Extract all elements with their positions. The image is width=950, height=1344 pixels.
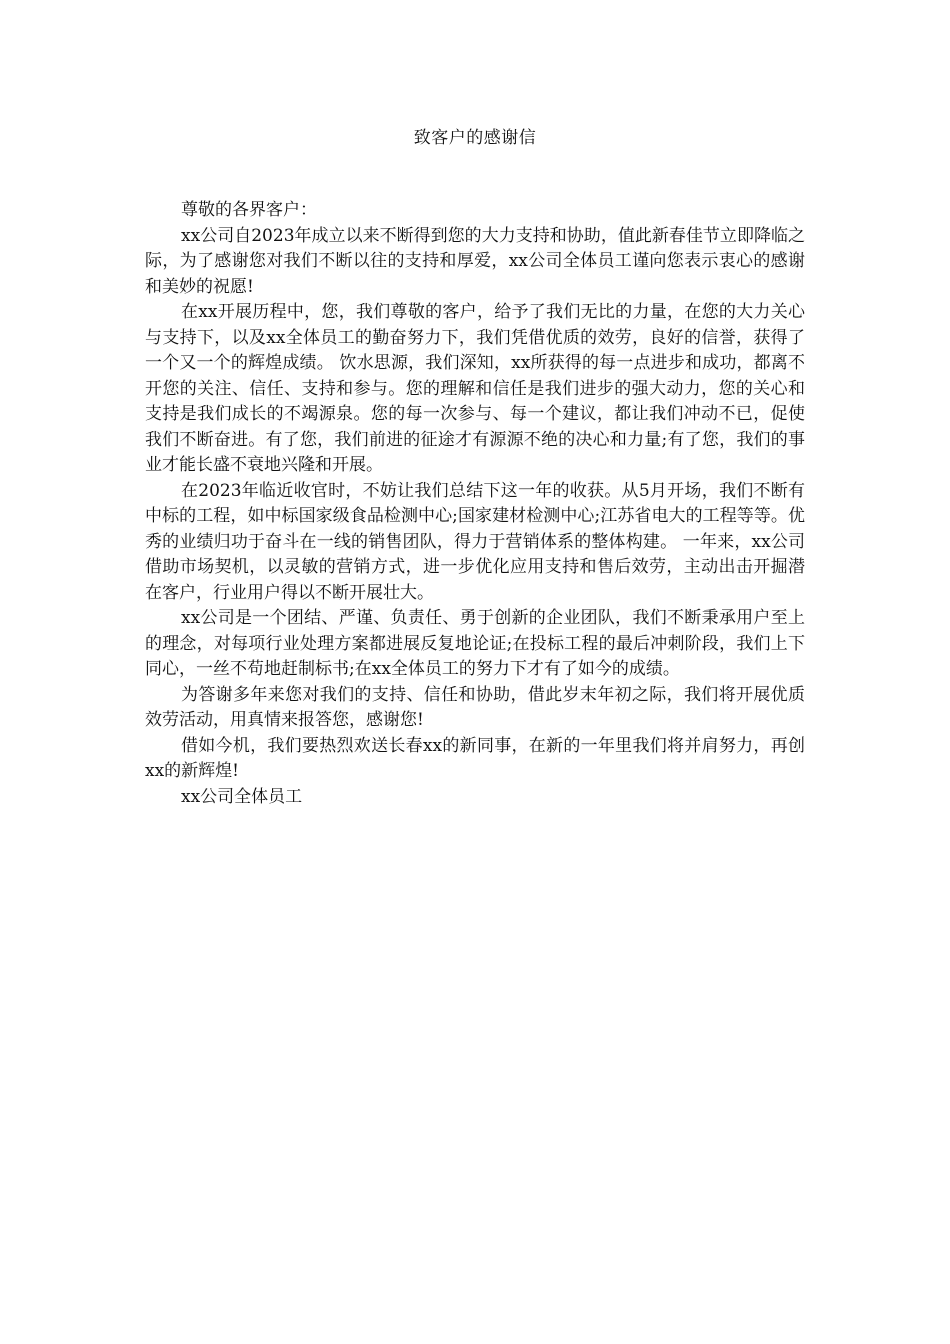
letter-title: 致客户的感谢信 xyxy=(413,128,537,148)
signature: xx公司全体员工 xyxy=(181,786,303,807)
letter-body xyxy=(145,198,805,810)
salutation: 尊敬的各界客户： xyxy=(181,200,317,220)
paragraph-2023-summary: 在2023年临近收官时，不妨让我们总结下这一年的收获。从5月开场，我们不断有中标的工程，如中标国家级食品检测中心;国家建材检测中心;江苏省电大的工程等等。优秀的业绩归功于奋斗在一线的销售团队，得力于营销体系的整体构建。 一年来，xx公司借助市场契机，以灵敏的营销方式，进一步优化应用支持和售后效劳，主动出击开掘潜在客户，行业用户得以不断开展壮大。 xyxy=(145,480,805,603)
paragraph-intro: xx公司自2023年成立以来不断得到您的大力支持和协助，值此新春佳节立即降临之际，为了感谢您对我们不断以往的支持和厚爱，xx公司全体员工谨向您表示衷心的感谢和美妙的祝愿! xyxy=(145,225,805,297)
paragraph-thanks: 为答谢多年来您对我们的支持、信任和协助，借此岁末年初之际，我们将开展优质效劳活动，用真情来报答您，感谢您! xyxy=(145,684,805,730)
paragraph-history: 在xx开展历程中，您，我们尊敬的客户，给予了我们无比的力量，在您的大力关心与支持下，以及xx全体员工的勤奋努力下，我们凭借优质的效劳，良好的信誉，获得了一个又一个的辉煌成绩。 饮水思源，我们深知，xx所获得的每一点进步和成功，都离不开您的关注、信任、支持和参与。您的理解和信任是我们进步的强大动力，您的关心和支持是我们成长的不竭源泉。您的每一次参与、每一个建议，都让我们冲动不已，促使我们不断奋进。有了您，我们前进的征途才有源源不绝的决心和力量;有了您，我们的事业才能长盛不衰地兴隆和开展。 xyxy=(145,302,805,475)
paragraph-welcome: 借如今机，我们要热烈欢送长春xx的新同事，在新的一年里我们将并肩努力，再创xx的新辉煌! xyxy=(145,735,805,781)
paragraph-team: xx公司是一个团结、严谨、负责任、勇于创新的企业团队，我们不断秉承用户至上的理念，对每项行业处理方案都进展反复地论证;在投标工程的最后冲刺阶段，我们上下同心，一丝不苟地赶制标书;在xx全体员工的努力下才有了如今的成绩。 xyxy=(145,608,805,679)
